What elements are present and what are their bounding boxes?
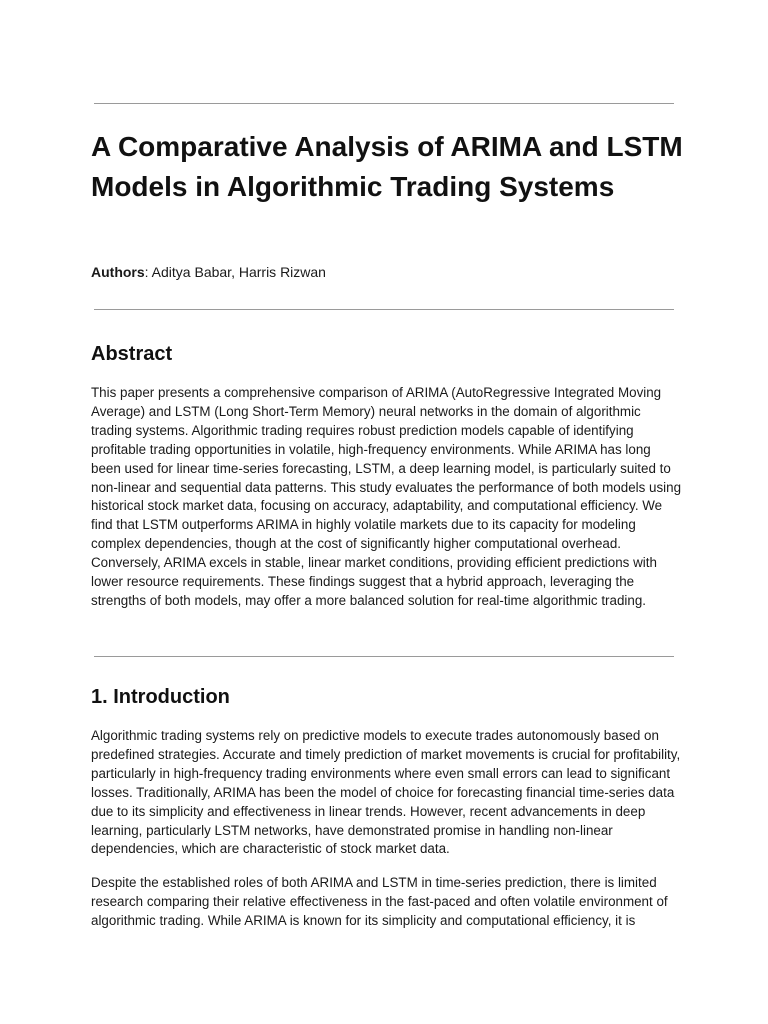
introduction-paragraph: Despite the established roles of both ARIMA and LSTM in time-series prediction, there is limited research comparing their relative effectiveness in the fast-paced and often volatile environment of algorithmic trading. While ARIMA is known for its simplicity and computational efficiency, it is: [91, 875, 668, 928]
authors-line: [91, 263, 326, 281]
authors-divider: [94, 309, 674, 310]
abstract-text: This paper presents a comprehensive comparison of ARIMA (AutoRegressive Integrated Moving Average) and LSTM (Long Short-Term Memory) neural networks in the domain of algorithmic trading systems. Algorithmic trading requires robust prediction models capable of identifying profitable trading opportunities in volatile, high-frequency environments. While ARIMA has long been used for linear time-series forecasting, LSTM, a deep learning model, is particularly suited to non-linear and sequential data patterns. This study evaluates the performance of both models using historical stock market data, focusing on accuracy, adaptability, and computational efficiency. We find that LSTM outperforms ARIMA in highly volatile markets due to its capacity for modeling complex dependencies, though at the cost of significantly higher computational overhead. Conversely, ARIMA excels in stable, linear market conditions, providing efficient predictions with lower resource requirements. These findings suggest that a hybrid approach, leveraging the strengths of both models, may offer a more balanced solution for real-time algorithmic trading.: [91, 385, 682, 608]
introduction-paragraph: Algorithmic trading systems rely on predictive models to execute trades autonomously based on predefined strategies. Accurate and timely prediction of market movements is crucial for profitability, particularly in high-frequency trading environments where even small errors can lead to significant losses. Traditionally, ARIMA has been the model of choice for forecasting financial time-series data due to its simplicity and effectiveness in linear trends. However, recent advancements in deep learning, particularly LSTM networks, have demonstrated promise in handling non-linear dependencies, which are characteristic of stock market data.: [91, 728, 681, 857]
paper-title: A Comparative Analysis of ARIMA and LSTM Models in Algorithmic Trading Systems: [91, 131, 683, 202]
top-divider: [94, 103, 674, 104]
abstract-heading: Abstract: [91, 343, 173, 365]
introduction-heading: 1. Introduction: [91, 686, 230, 708]
authors-names: : Aditya Babar, Harris Rizwan: [144, 264, 326, 280]
authors-label: Authors: [91, 264, 145, 280]
abstract-divider: [94, 656, 674, 657]
